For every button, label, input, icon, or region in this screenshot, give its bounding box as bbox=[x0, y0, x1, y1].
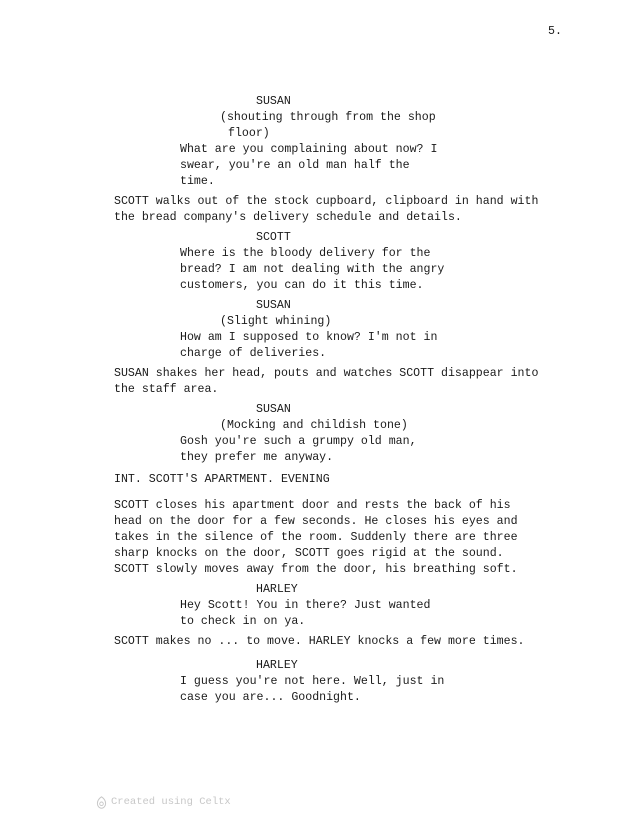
action-line: SCOTT makes no ... to move. HARLEY knocks a few more times. bbox=[114, 635, 525, 648]
character-name: HARLEY bbox=[256, 583, 298, 596]
parenthetical: floor) bbox=[228, 127, 270, 140]
dialogue-line: How am I supposed to know? I'm not in bbox=[180, 331, 438, 344]
page-number: 5. bbox=[548, 25, 562, 38]
action-line: the staff area. bbox=[114, 383, 219, 396]
action-line: the bread company's delivery schedule and details. bbox=[114, 211, 462, 224]
dialogue-line: charge of deliveries. bbox=[180, 347, 327, 360]
parenthetical: (shouting through from the shop bbox=[220, 111, 436, 124]
dialogue-line: What are you complaining about now? I bbox=[180, 143, 438, 156]
character-name: SUSAN bbox=[256, 299, 291, 312]
scene-heading: INT. SCOTT'S APARTMENT. EVENING bbox=[114, 473, 330, 486]
dialogue-line: Gosh you're such a grumpy old man, bbox=[180, 435, 417, 448]
dialogue-line: time. bbox=[180, 175, 215, 188]
dialogue-line: they prefer me anyway. bbox=[180, 451, 334, 464]
dialogue-line: to check in on ya. bbox=[180, 615, 306, 628]
action-line: SCOTT walks out of the stock cupboard, clipboard in hand with bbox=[114, 195, 539, 208]
footer-text: Created using Celtx bbox=[111, 796, 231, 808]
character-name: SCOTT bbox=[256, 231, 291, 244]
action-line: head on the door for a few seconds. He closes his eyes and bbox=[114, 515, 518, 528]
celtx-footer bbox=[96, 795, 231, 809]
dialogue-line: case you are... Goodnight. bbox=[180, 691, 361, 704]
celtx-logo-icon bbox=[96, 796, 107, 809]
parenthetical: (Mocking and childish tone) bbox=[220, 419, 408, 432]
dialogue-line: Where is the bloody delivery for the bbox=[180, 247, 431, 260]
parenthetical: (Slight whining) bbox=[220, 315, 332, 328]
dialogue-line: customers, you can do it this time. bbox=[180, 279, 424, 292]
dialogue-line: bread? I am not dealing with the angry bbox=[180, 263, 445, 276]
action-line: sharp knocks on the door, SCOTT goes rigid at the sound. bbox=[114, 547, 504, 560]
action-line: SCOTT slowly moves away from the door, his breathing soft. bbox=[114, 563, 518, 576]
character-name: SUSAN bbox=[256, 403, 291, 416]
dialogue-line: I guess you're not here. Well, just in bbox=[180, 675, 445, 688]
action-line: SCOTT closes his apartment door and rests the back of his bbox=[114, 499, 511, 512]
action-line: takes in the silence of the room. Suddenly there are three bbox=[114, 531, 518, 544]
character-name: HARLEY bbox=[256, 659, 298, 672]
character-name: SUSAN bbox=[256, 95, 291, 108]
dialogue-line: Hey Scott! You in there? Just wanted bbox=[180, 599, 431, 612]
action-line: SUSAN shakes her head, pouts and watches SCOTT disappear into bbox=[114, 367, 539, 380]
dialogue-line: swear, you're an old man half the bbox=[180, 159, 410, 172]
